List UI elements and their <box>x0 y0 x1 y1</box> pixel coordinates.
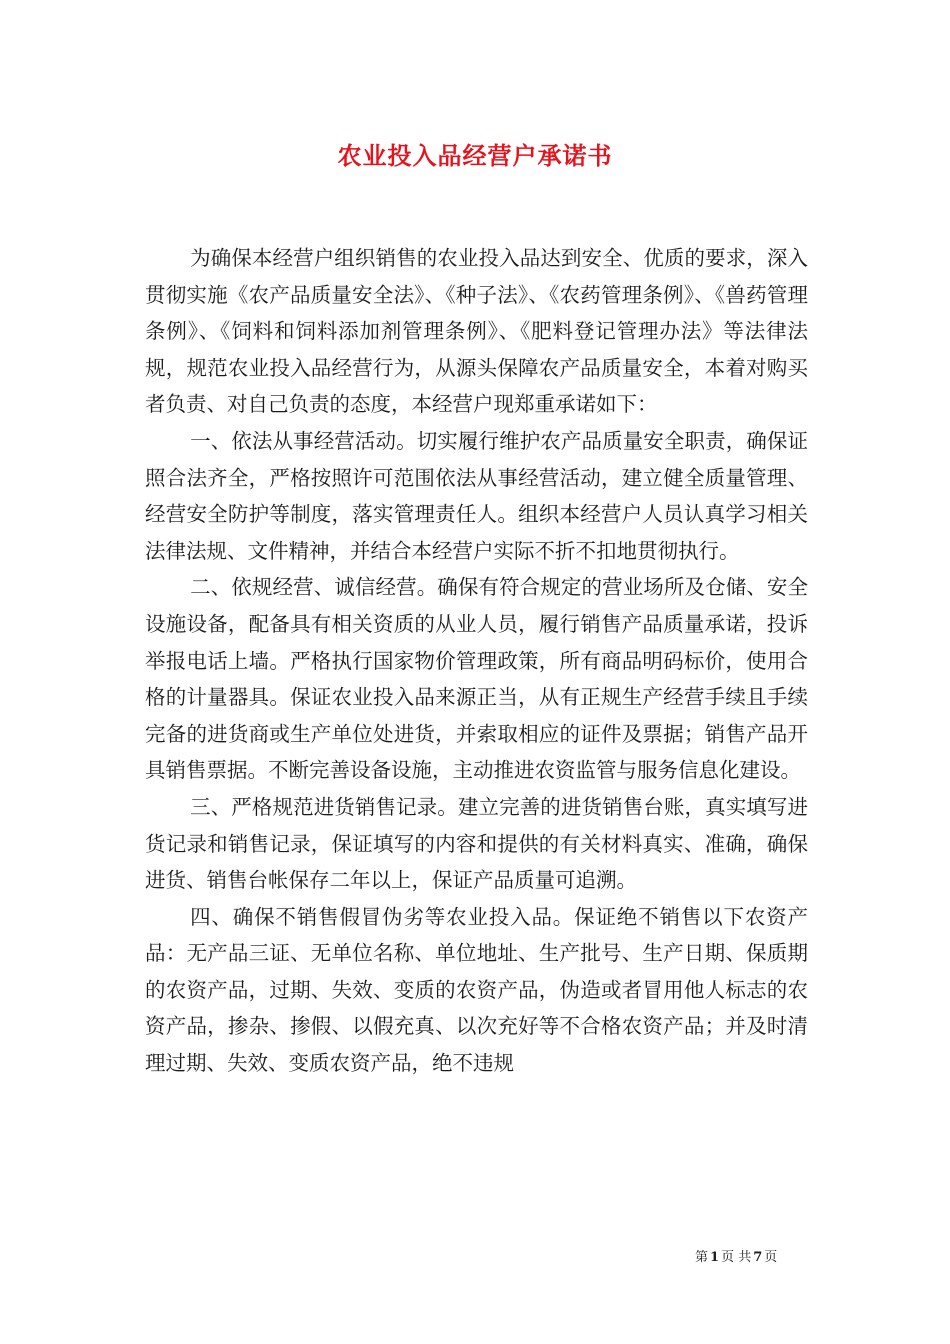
footer-suffix: 页 <box>764 1250 778 1265</box>
footer-prefix: 第 <box>695 1250 709 1265</box>
paragraph-item-4: 四、确保不销售假冒伪劣等农业投入品。保证绝不销售以下农资产品：无产品三证、无单位名称、单位地址、生产批号、生产日期、保质期的农资产品，过期、失效、变质的农资产品，伪造或者冒用他人标志的农资产品，掺杂、掺假、以假充真、以次充好等不合格农资产品；并及时清理过期、失效、变质农资产品，绝不违规 <box>145 904 808 1076</box>
paragraph-item-2: 二、依规经营、诚信经营。确保有符合规定的营业场所及仓储、安全设施设备，配备具有相关资质的从业人员，履行销售产品质量承诺，投诉举报电话上墙。严格执行国家物价管理政策，所有商品明码标价，使用合格的计量器具。保证农业投入品来源正当，从有正规生产经营手续且手续完备的进货商或生产单位处进货，并索取相应的证件及票据；销售产品开具销售票据。不断完善设备设施，主动推进农资监管与服务信息化建设。 <box>145 575 808 783</box>
paragraph-item-1: 一、依法从事经营活动。切实履行维护农产品质量安全职责，确保证照合法齐全，严格按照许可范围依法从事经营活动，建立健全质量管理、经营安全防护等制度，落实管理责任人。组织本经营户人员认真学习相关法律法规、文件精神，并结合本经营户实际不折不扣地贯彻执行。 <box>145 428 808 563</box>
footer-current-page: 1 <box>710 1250 720 1265</box>
page-number-footer <box>695 1246 777 1265</box>
paragraph-item-3: 三、严格规范进货销售记录。建立完善的进货销售台账，真实填写进货记录和销售记录，保证填写的内容和提供的有关材料真实、准确，确保进货、销售台帐保存二年以上，保证产品质量可追溯。 <box>145 794 808 893</box>
footer-middle: 页 共 <box>721 1250 752 1265</box>
paragraph-intro: 为确保本经营户组织销售的农业投入品达到安全、优质的要求，深入贯彻实施《农产品质量安全法》、《种子法》、《农药管理条例》、《兽药管理条例》、《饲料和饲料添加剂管理条例》、《肥料登记管理办法》等法律法规，规范农业投入品经营行为，从源头保障农产品质量安全，本着对购买者负责、对自己负责的态度，本经营户现郑重承诺如下： <box>145 246 808 417</box>
document-body <box>145 240 808 1082</box>
footer-total-pages: 7 <box>753 1250 763 1265</box>
document-title: 农业投入品经营户承诺书 <box>337 142 613 170</box>
